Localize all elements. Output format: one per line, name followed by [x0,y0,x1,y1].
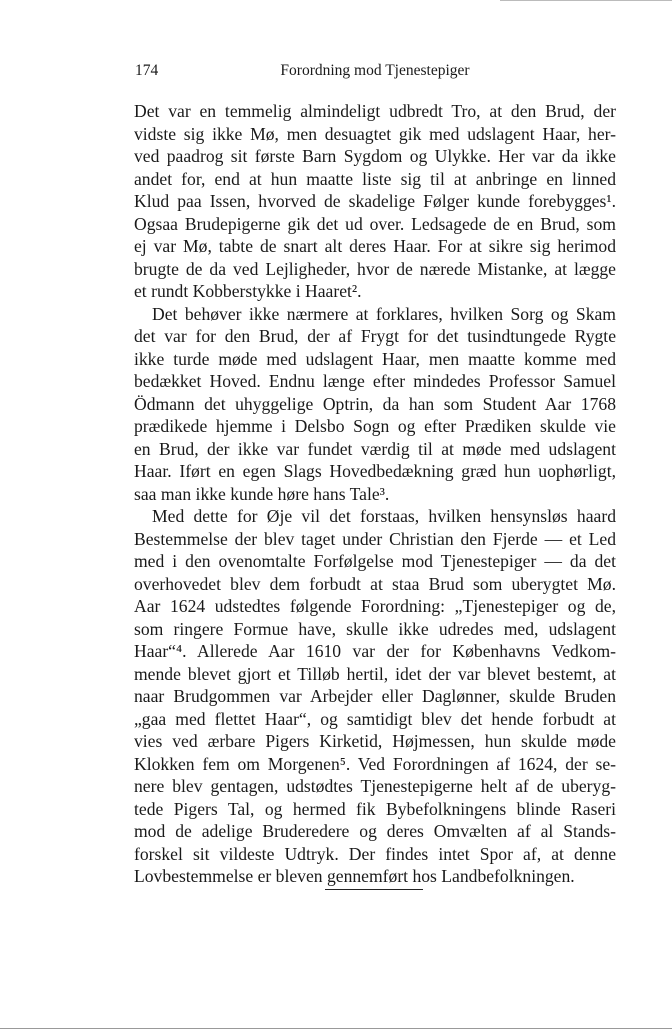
text-line: Haar“⁴. Allerede Aar 1610 var der for Københavns Vedkom- [134,641,616,661]
text-line: et rundt Kobberstykke i Haaret². [134,281,362,301]
text-line: naar Brudgommen var Arbejder eller Daglønner, skulde Bruden [134,686,616,706]
page-number: 174 [135,62,159,79]
text-line: Det behøver ikke nærmere at forklares, hvilken Sorg og Skam [152,303,616,324]
text-line: Haar. Iført en egen Slags Hovedbedækning græd hun uophørligt, [134,461,616,481]
running-title: Forordning mod Tjenestepiger [280,62,470,79]
text-line: brugte de da ved Lejligheder, hvor de nærede Mistanke, at lægge [134,258,616,279]
text-line: tede Pigers Tal, og hermed fik Bybefolkningens blinde Raseri [134,798,616,819]
text-line: prædikede hjemme i Delsbo Sogn og efter Prædiken skulde vie [134,416,616,436]
text-line: som ringere Formue have, skulle ikke udredes med, udslagent [134,618,616,639]
text-line: mod de adelige Bruderedere og deres Omvælten af al Stands- [134,821,616,841]
text-line: Med dette for Øje vil det forstaas, hvilken hensynsløs haard [152,506,616,526]
page-bottom-edge [0,1028,672,1029]
text-line: Bestemmelse der blev taget under Christian den Fjerde — et Led [134,528,616,549]
text-line: ej var Mø, tabte de snart alt deres Haar. For at sikre sig herimod [134,236,616,256]
page-top-edge [500,0,672,1]
text-line: nere blev gentagen, udstødtes Tjenestepigerne helt af de uberyg- [134,776,616,796]
text-line: andet for, end at hun maatte liste sig til at anbringe en linned [134,168,616,189]
text-line: mende blevet gjort et Tilløb hertil, idet der var blevet bestemt, at [134,663,616,684]
text-line: Lovbestemmelse er bleven gennemført hos Landbefolkningen. [134,866,575,886]
text-line: en Brud, der ikke var fundet værdig til at møde med udslagent [134,438,616,459]
text-line: Klokken fem om Morgenen⁵. Ved Forordningen af 1624, der se- [134,753,616,774]
page-header [135,62,615,84]
text-line: med i den ovenomtalte Forfølgelse mod Tjenestepiger — da det [134,551,616,571]
text-line: „gaa med flettet Haar“, og samtidigt blev det hende forbudt at [134,708,616,729]
text-line: saa man ikke kunde høre hans Tale³. [134,483,390,504]
text-line: Klud paa Issen, hvorved de skadelige Følger kunde forebygges¹. [134,191,616,211]
text-line: ved paadrog sit første Barn Sygdom og Ulykke. Her var da ikke [134,146,616,166]
text-line: Det var en temmelig almindeligt udbredt Tro, at den Brud, der [134,101,616,121]
body-text [134,100,616,888]
text-line: det var for den Brud, der af Frygt for det tusindtungede Rygte [134,326,616,346]
text-line: ikke turde møde med udslagent Haar, men maatte komme med [134,348,616,369]
text-line: vies ved ærbare Pigers Kirketid, Højmessen, hun skulde møde [134,731,616,751]
text-line: overhovedet blev dem forbudt at staa Brud som uberygtet Mø. [134,573,616,594]
section-end-rule [325,889,423,890]
text-line: Ödmann det uhyggelige Optrin, da han som Student Aar 1768 [134,393,616,414]
text-line: forskel sit vildeste Udtryk. Der findes intet Spor af, at denne [134,843,616,864]
text-line: Aar 1624 udstedtes følgende Forordning: „Tjenestepiger og de, [134,596,616,616]
text-line: vidste sig ikke Mø, men desuagtet gik med udslagent Haar, her- [134,123,616,144]
text-line: Ogsaa Brudepigerne gik det ud over. Ledsagede de en Brud, som [134,213,616,234]
text-line: bedækket Hoved. Endnu længe efter mindedes Professor Samuel [134,371,616,391]
